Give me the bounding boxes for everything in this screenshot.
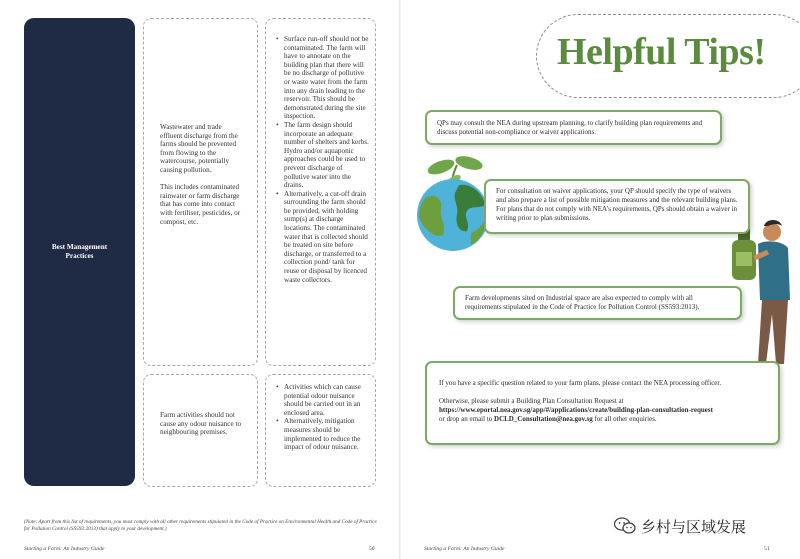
measures-cell-odour [265,374,376,487]
requirement-cell-odour [143,374,258,487]
contact-box [425,361,780,445]
requirement-cell-wastewater [143,18,258,366]
email-link[interactable]: DCLD_Consultation@nea.gov.sg [494,415,593,423]
footnote: (Note: Apart from this list of requirements, you must comply with all other requirements stipulated in the Code of Practice on Environmental Health and Code of Practice for Pollution Control (SS593:2013) that apply to your development.) [24,519,377,532]
watermark [614,514,746,538]
page-gutter [399,0,401,559]
tip-box-waiver [484,179,750,234]
page-title: Helpful Tips! [557,31,766,73]
measure-item: • The farm design should incorporate an adequate number of shelters and kerbs. Hydro and/or aquaponic approaches could be used to prevent discharge of pollutive water into the drains. [284,121,369,190]
page-number-right: 51 [764,546,770,552]
measure-item: • Activities which can cause potential odour nuisance should be carried out in an enclosed area. [284,383,369,417]
contact-line-1: If you have a specific question related to your farm plans, please contact the NEA processing officer. [439,379,722,387]
requirement-text: Farm activities should not cause any odour nuisance to neighbouring premises. [160,411,242,437]
contact-line-3-suffix: for all other enquiries. [594,415,657,423]
wechat-icon [614,517,636,535]
tip-text: QPs may consult the NEA during upstream planning, to clarify building plan requirements and discuss potential non-compliance or waiver applications. [437,119,703,136]
measures-cell-wastewater [265,18,376,366]
footer-left: Starting a Farm: An Industry Guide [24,546,105,552]
requirement-text: Wastewater and trade effluent discharge from the farms should be prevented from flowing to the watercourse, potentially causing pollution. This includes contaminated rainwater or farm discharge that has come into contact with fertiliser, pesticides, or compost, etc. [160,123,241,226]
consultation-link[interactable]: https://www.eportal.nea.gov.sg/app/#/applications/create/building-plan-consultation-request [439,406,713,414]
tip-text: For consultation on waiver applications, your QP should specify the type of waivers and also prepare a list of possible mitigation measures and the relevant building plans. For plans that do not comply with NEA's requirements, QPs should obtain a waiver in writing prior to plan submissions. [496,187,738,222]
watermark-text: 乡村与区域发展 [641,517,747,536]
footer-right: Starting a Farm: An Industry Guide [424,546,505,552]
tip-box-upstream [425,110,722,145]
tip-box-industrial [453,286,742,320]
contact-line-2: Otherwise, please submit a Building Plan Consultation Request at [439,397,624,405]
row-label: Best Management Practices [51,243,108,260]
globe-plant-icon [413,153,491,253]
contact-line-3-prefix: or drop an email to [439,415,493,423]
tip-text: Farm developments sited on Industrial space are also expected to comply with all requirements stipulated in the Code of Practice for Pollution Control (SS593:2013). [465,294,700,311]
measure-item: • Alternatively, mitigation measures should be implemented to reduce the impact of odour nuisance. [284,417,369,451]
measure-item: • Alternatively, a cut-off drain surrounding the farm should be provided, with holding sump(s) at discharge locations. The contaminated water that is collected should be treated on site before discharge, or transferred to a collection pond/ tank for reuse or disposal by licenced waste collectors. [284,190,369,285]
measure-item: • Surface run-off should not be contaminated. The farm will have to annotate on the building plan that there will be no discharge of pollutive or waste water from the farm into any drain leading to the reservoir. This should be demonstrated during the site inspection. [284,35,369,121]
row-label-panel [24,18,135,486]
page-number-left: 50 [369,546,375,552]
